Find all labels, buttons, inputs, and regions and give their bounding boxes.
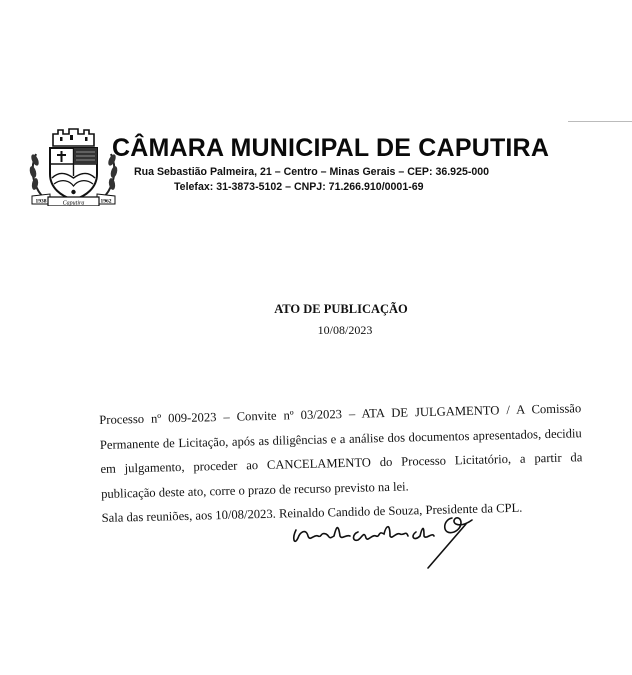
document-title: ATO DE PUBLICAÇÃO xyxy=(274,302,408,316)
institution-address: Rua Sebastião Palmeira, 21 – Centro – Minas Gerais – CEP: 36.925-000 xyxy=(134,166,490,178)
crest-year-left: 1938 xyxy=(35,198,47,205)
crest-year-right: 1962 xyxy=(100,198,112,205)
body-paragraph: Processo nº 009-2023 – Convite nº 03/2023 – ATA DE JULGAMENTO / A Comissão Permanente de Licitação, após as diligências e a análise dos documentos apresentados, decidiu em julgamento, proceder ao CANCELAMENTO do Processo Licitatório, a partir da publicação deste ato, corre o prazo de recurso previsto na lei. xyxy=(99,401,583,501)
crest-banner-text: Caputira xyxy=(62,200,85,206)
institution-contact: Telefax: 31-3873-5102 – CNPJ: 71.266.910/0001-69 xyxy=(174,181,424,193)
scan-edge-line xyxy=(568,121,632,122)
closing-line: Sala das reuniões, aos 10/08/2023. Reinaldo Candido de Souza, Presidente da CPL. xyxy=(101,500,523,525)
institution-title: CÂMARA MUNICIPAL DE CAPUTIRA xyxy=(112,134,550,162)
coat-of-arms-icon xyxy=(26,126,121,206)
document-date: 10/08/2023 xyxy=(317,323,373,337)
handwritten-signature-icon xyxy=(286,508,486,570)
